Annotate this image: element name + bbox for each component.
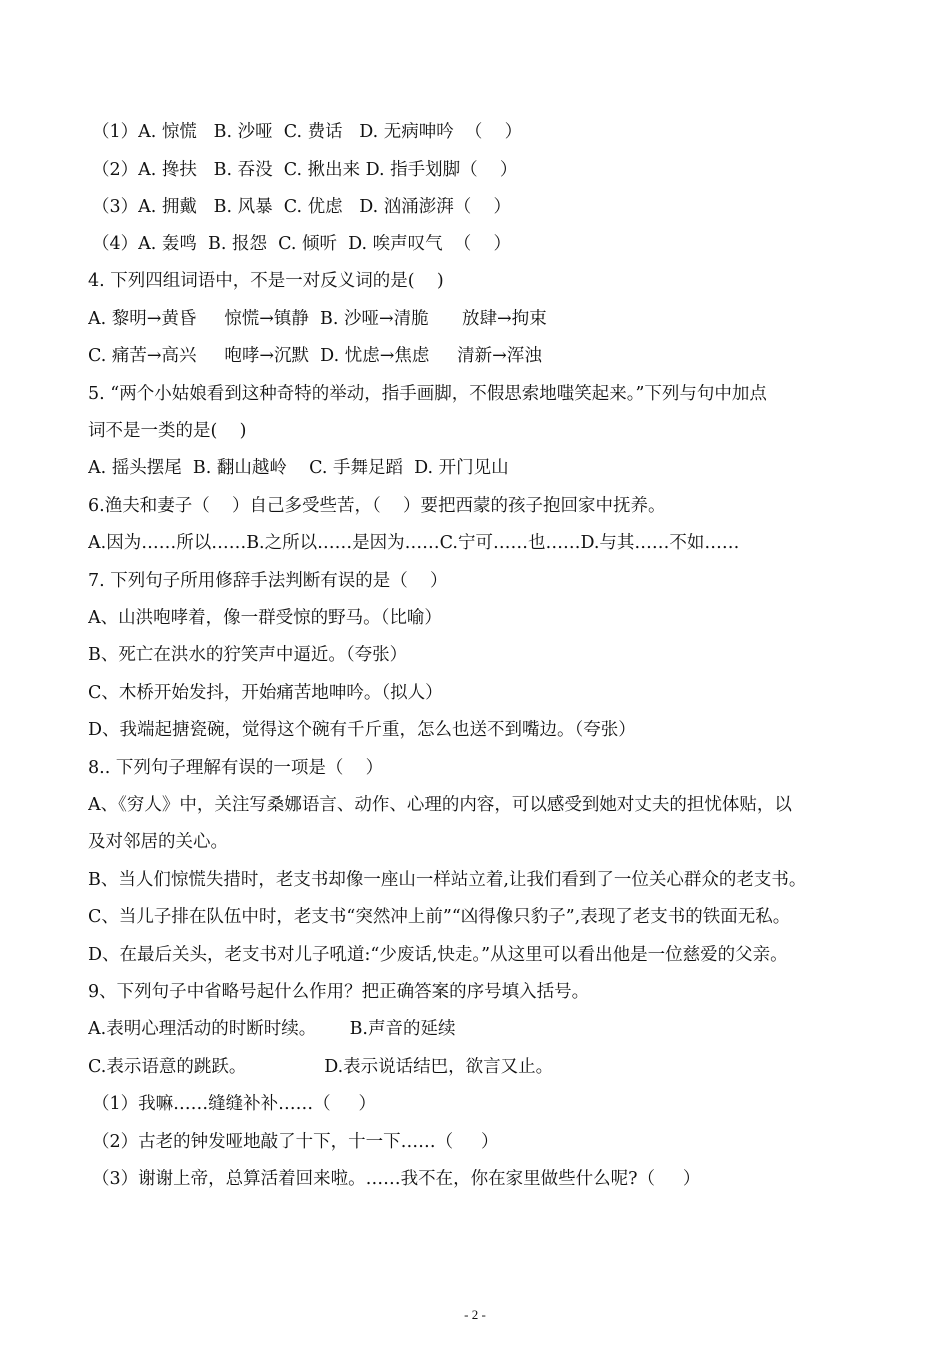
q8-option-d: D、在最后关头，老支书对儿子吼道:“少废话,快走。”从这里可以看出他是一位慈爱的父亲。: [88, 945, 788, 965]
q8-option-c: C、当儿子排在队伍中时，老支书“突然冲上前”“凶得像只豹子”,表现了老支书的铁面无私。: [88, 907, 791, 927]
q4-options-cd: C. 痛苦→高兴 咆哮→沉默 D. 忧虑→焦虑 清新→浑浊: [88, 346, 542, 366]
q9-item-3: （3）谢谢上帝，总算活着回来啦。……我不在，你在家里做些什么呢?（ ）: [92, 1169, 701, 1189]
page-number: - 2 -: [464, 1307, 486, 1322]
q8-option-a-line-1: A、《穷人》中，关注写桑娜语言、动作、心理的内容，可以感受到她对丈夫的担忧体贴，以: [88, 795, 792, 815]
q8-option-b: B、当人们惊慌失措时，老支书却像一座山一样站立着,让我们看到了一位关心群众的老支书。: [88, 870, 807, 890]
question-4: 4. 下列四组词语中，不是一对反义词的是( ): [88, 271, 444, 291]
q7-option-c: C、木桥开始发抖，开始痛苦地呻吟。（拟人）: [88, 683, 443, 703]
question-7: 7. 下列句子所用修辞手法判断有误的是（ ）: [88, 571, 448, 591]
q5-options: A. 摇头摆尾 B. 翻山越岭 C. 手舞足蹈 D. 开门见山: [88, 458, 509, 478]
question-9: 9、下列句子中省略号起什么作用？把正确答案的序号填入括号。: [88, 982, 590, 1002]
q3-option-row-3: （3）A. 拥戴 B. 风暴 C. 优虑 D. 汹涌澎湃（ ）: [92, 197, 512, 217]
q7-option-a: A、山洪咆哮着，像一群受惊的野马。（比喻）: [88, 608, 442, 628]
q8-option-a-line-2: 及对邻居的关心。: [88, 832, 228, 852]
question-8: 8.. 下列句子理解有误的一项是（ ）: [88, 758, 384, 778]
q9-item-2: （2）古老的钟发哑地敲了十下，十一下……（ ）: [92, 1132, 499, 1152]
q9-options-cd: C.表示语意的跳跃。 D.表示说话结巴，欲言又止。: [88, 1057, 554, 1077]
q7-option-d: D、我端起搪瓷碗，觉得这个碗有千斤重，怎么也送不到嘴边。（夸张）: [88, 720, 636, 740]
question-6: 6.渔夫和妻子（ ）自己多受些苦，（ ）要把西蒙的孩子抱回家中抚养。: [88, 496, 666, 516]
q6-options: A.因为……所以……B.之所以……是因为……C.宁可……也……D.与其……不如……: [88, 533, 740, 553]
question-5-line-1: 5. “两个小姑娘看到这种奇特的举动，指手画脚，不假思索地嗤笑起来。”下列与句中加点: [88, 384, 767, 404]
q9-options-ab: A.表明心理活动的时断时续。 B.声音的延续: [88, 1019, 456, 1039]
question-5-line-2: 词不是一类的是( ): [88, 421, 247, 441]
q7-option-b: B、死亡在洪水的狞笑声中逼近。（夸张）: [88, 645, 408, 665]
q3-option-row-1: （1）A. 惊慌 B. 沙哑 C. 费话 D. 无病呻吟 （ ）: [92, 122, 523, 142]
q9-item-1: （1）我嘛……缝缝补补……（ ）: [92, 1094, 376, 1114]
q4-options-ab: A. 黎明→黄昏 惊慌→镇静 B. 沙哑→清脆 放肆→拘束: [88, 309, 547, 329]
q3-option-row-4: （4）A. 轰鸣 B. 报怨 C. 倾听 D. 唉声叹气 （ ）: [92, 234, 512, 254]
q3-option-row-2: （2）A. 搀扶 B. 吞没 C. 揪出来 D. 指手划脚（ ）: [92, 160, 518, 180]
